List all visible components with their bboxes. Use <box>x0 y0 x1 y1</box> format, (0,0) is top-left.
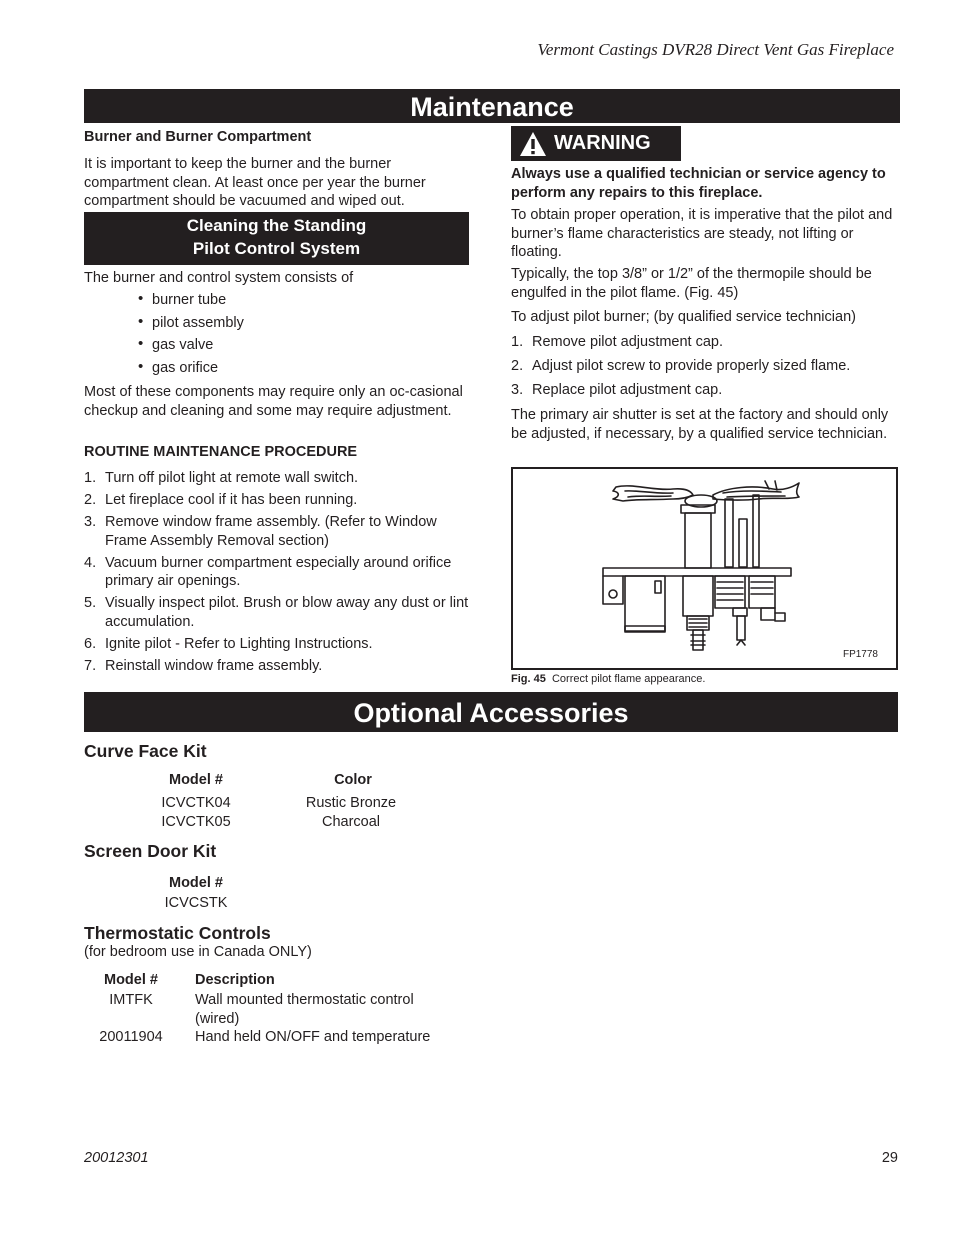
screen-door-kit-title: Screen Door Kit <box>84 841 217 861</box>
list-item: 3. Remove window frame assembly. (Refer to Window Frame Assembly Removal section) <box>84 514 437 549</box>
adjust-steps <box>511 333 901 403</box>
running-header-title: Vermont Castings DVR28 Direct Vent Gas Fireplace <box>537 40 894 59</box>
subhead-line-2: Pilot Control System <box>192 239 361 258</box>
thermopile-paragraph: Typically, the top 3/8” or 1/2” of the thermopile should be engulfed in the pilot flame. (Fig. 45) <box>511 266 872 301</box>
pilot-flame-figure <box>511 467 898 670</box>
table-row-color: Charcoal <box>321 814 381 830</box>
screen-door-model: ICVCSTK <box>164 895 228 911</box>
screen-door-model-header: Model # <box>169 875 223 891</box>
warning-text: Always use a qualified technician or service agency to perform any repairs to this fireplace. <box>511 166 886 201</box>
warning-label-box <box>511 126 681 161</box>
curve-face-model-header: Model # <box>169 772 223 788</box>
doc-number: 20012301 <box>84 1150 149 1166</box>
figure-caption-text: Correct pilot flame appearance. <box>551 673 706 685</box>
components-note: Most of these components may require only an oc-casional checkup and cleaning and some may require adjustment. <box>84 384 463 419</box>
list-item: 3. Replace pilot adjustment cap. <box>511 382 723 398</box>
list-item: 2. Let fireplace cool if it has been running. <box>84 492 358 508</box>
burner-heading: Burner and Burner Compartment <box>84 129 312 145</box>
table-row-model: ICVCTK04 <box>161 795 231 811</box>
table-row-description: Hand held ON/OFF and temperature <box>195 1029 431 1045</box>
routine-steps <box>84 469 469 679</box>
list-item: 7. Reinstall window frame assembly. <box>84 657 323 674</box>
maintenance-banner: Maintenance <box>84 89 900 123</box>
list-item: • gas valve <box>138 334 458 357</box>
figure-id: FP1778 <box>842 649 878 660</box>
table-row-description: Wall mounted thermostatic control (wired) <box>195 992 414 1027</box>
table-row-model: IMTFK <box>109 992 153 1008</box>
list-item: • pilot assembly <box>138 312 458 335</box>
system-intro: The burner and control system consists of <box>84 270 354 286</box>
table-row-model: ICVCTK05 <box>161 814 231 830</box>
list-item: 1. Turn off pilot light at remote wall switch. <box>84 470 359 486</box>
component-list <box>138 289 458 379</box>
table-row-color: Rustic Bronze <box>305 795 397 811</box>
page-number: 29 <box>881 1150 898 1166</box>
pilot-assembly-illustration <box>513 469 895 667</box>
list-item: • gas orifice <box>138 357 458 380</box>
accessories-banner: Optional Accessories <box>84 692 898 732</box>
burner-paragraph: It is important to keep the burner and the burner compartment clean. At least once per year the burner compartment should be vacuumed and wiped out. <box>84 156 426 209</box>
figure-caption <box>511 673 705 685</box>
curve-face-kit-title: Curve Face Kit <box>84 741 207 761</box>
figure-caption-label: Fig. 45 <box>511 673 546 685</box>
thermostatic-note: (for bedroom use in Canada ONLY) <box>84 944 312 960</box>
thermostatic-model-header: Model # <box>104 972 158 988</box>
curve-face-color-header: Color <box>334 772 372 788</box>
list-item: 4. Vacuum burner compartment especially around orifice primary air openings. <box>84 554 452 589</box>
list-item: 5. Visually inspect pilot. Brush or blow away any dust or lint accumulation. <box>84 595 469 630</box>
list-item: 6. Ignite pilot - Refer to Lighting Instructions. <box>84 635 373 652</box>
warning-label: WARNING <box>554 132 651 154</box>
subhead-line-1: Cleaning the Standing <box>186 216 367 235</box>
warning-triangle-icon <box>519 131 547 169</box>
routine-heading: ROUTINE MAINTENANCE PROCEDURE <box>84 444 358 460</box>
pilot-flame-paragraph: To obtain proper operation, it is imperative that the pilot and burner’s flame characteristics are steady, not lifting or floating. <box>511 207 893 260</box>
list-item: 2. Adjust pilot screw to provide properly sized flame. <box>511 358 851 374</box>
thermostatic-description-header: Description <box>195 972 275 988</box>
air-shutter-paragraph: The primary air shutter is set at the factory and should only be adjusted, if necessary, by a qualified service technician. <box>511 407 889 442</box>
list-item: 1. Remove pilot adjustment cap. <box>511 334 724 350</box>
pilot-system-subhead <box>84 212 469 265</box>
adjust-intro: To adjust pilot burner; (by qualified service technician) <box>511 309 856 325</box>
thermostatic-controls-title: Thermostatic Controls <box>84 923 271 943</box>
table-row-model: 20011904 <box>99 1029 163 1045</box>
list-item: • burner tube <box>138 289 458 312</box>
